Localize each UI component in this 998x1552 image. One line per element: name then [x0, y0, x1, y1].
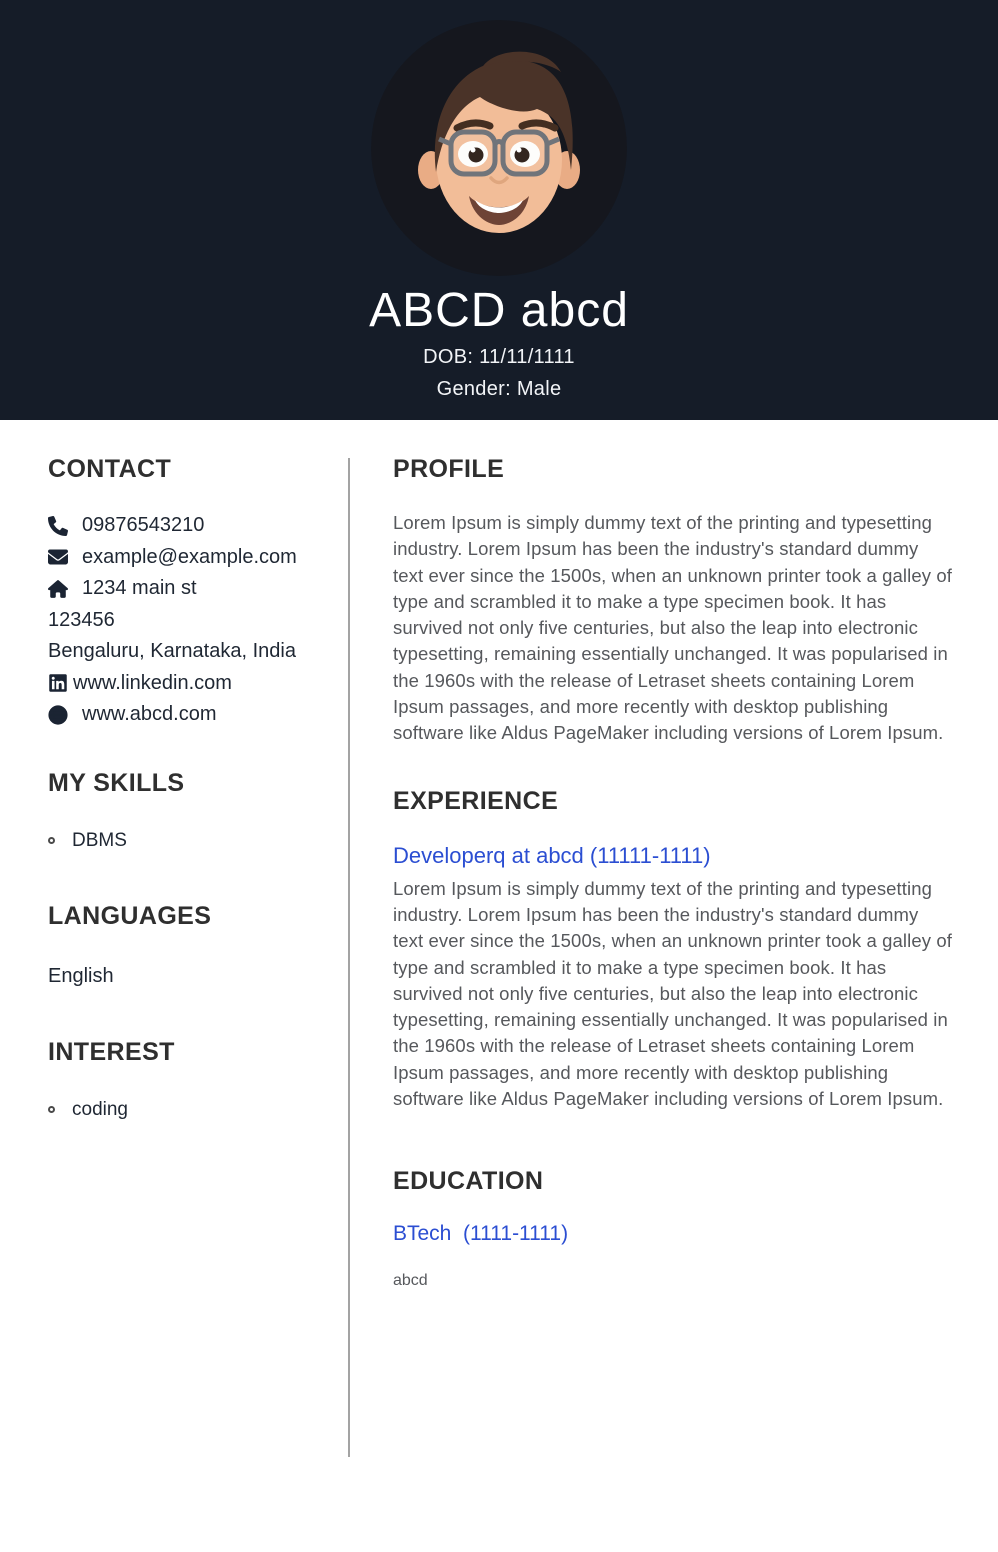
- job-title-text: Developerq at abcd (11111-1111): [393, 842, 711, 868]
- interest-section: [48, 1038, 331, 1121]
- main-column: [349, 420, 998, 1330]
- interest-title: INTEREST: [48, 1037, 175, 1066]
- circle-bullet-icon: [48, 837, 55, 844]
- skills-title: MY SKILLS: [48, 768, 185, 797]
- experience-body-text: Lorem Ipsum is simply dummy text of the printing and typesetting industry. Lorem Ipsum has been the industry's standard dummy text ever since the 1500s, when an unknown printer took a galley of type and scrambled it to make a type specimen book. It has survived not only five centuries, but also the leap into electronic typesetting, remaining essentially unchanged. It was popularised in the 1960s with the release of Letraset sheets containing Lorem Ipsum passages, and more recently with desktop publishing software like Aldus PageMaker including versions of Lorem Ipsum.: [393, 877, 952, 1110]
- experience-title: EXPERIENCE: [393, 786, 559, 815]
- column-divider: [348, 458, 350, 1457]
- website-text: www.abcd.com: [82, 703, 217, 725]
- education-section: [393, 1167, 953, 1290]
- contact-list: [48, 510, 331, 731]
- candidate-name: ABCD abcd: [369, 284, 629, 337]
- experience-section: [393, 787, 953, 1113]
- profile-section: [393, 455, 953, 747]
- skill-text: DBMS: [72, 829, 127, 851]
- linkedin-text: www.linkedin.com: [73, 671, 232, 694]
- contact-section: [48, 455, 331, 731]
- skill-list-item: [48, 830, 331, 852]
- house-icon: [48, 579, 70, 599]
- globe-icon: [48, 705, 70, 725]
- dob-text: DOB: 11/11/1111: [423, 346, 575, 368]
- sidebar: [0, 420, 349, 1330]
- contact-linkedin-row: [48, 668, 331, 700]
- contact-email-row: [48, 542, 331, 574]
- interest-list-item: [48, 1099, 331, 1121]
- contact-website-row: [48, 699, 331, 731]
- contact-phone-row: [48, 510, 331, 542]
- contact-title: CONTACT: [48, 455, 172, 483]
- profile-body-text: Lorem Ipsum is simply dummy text of the printing and typesetting industry. Lorem Ipsum has been the industry's standard dummy text ever since the 1500s, when an unknown printer took a galley of type and scrambled it to make a type specimen book. It has survived not only five centuries, but also the leap into electronic typesetting, remaining essentially unchanged. It was popularised in the 1960s with the release of Letraset sheets containing Lorem Ipsum passages, and more recently with desktop publishing software like Aldus PageMaker including versions of Lorem Ipsum.: [393, 512, 952, 744]
- contact-address-row: [48, 573, 331, 605]
- address-line3-text: Bengaluru, Karnataka, India: [48, 640, 296, 662]
- memoji-avatar-icon: [371, 20, 627, 276]
- address-line1-text: 1234 main st: [82, 577, 197, 599]
- language-list-item: English: [48, 964, 114, 987]
- education-title: EDUCATION: [393, 1167, 544, 1196]
- phone-icon: [48, 516, 70, 536]
- circle-bullet-icon: [48, 1106, 55, 1113]
- institution-text: abcd: [393, 1272, 428, 1290]
- content-area: [0, 420, 998, 1330]
- skills-section: [48, 769, 331, 852]
- gender-text: Gender: Male: [436, 378, 562, 400]
- languages-section: [48, 902, 331, 988]
- envelope-icon: [48, 547, 70, 567]
- profile-title: PROFILE: [393, 455, 505, 483]
- avatar: [371, 20, 627, 276]
- hero-header: [0, 0, 998, 420]
- address-line2-text: 123456: [48, 608, 115, 631]
- interest-text: coding: [72, 1098, 128, 1120]
- languages-title: LANGUAGES: [48, 901, 212, 930]
- phone-text: 09876543210: [82, 514, 205, 536]
- email-text: example@example.com: [82, 545, 297, 568]
- degree-text: BTech (1111-1111): [393, 1222, 569, 1246]
- linkedin-icon: [48, 673, 70, 693]
